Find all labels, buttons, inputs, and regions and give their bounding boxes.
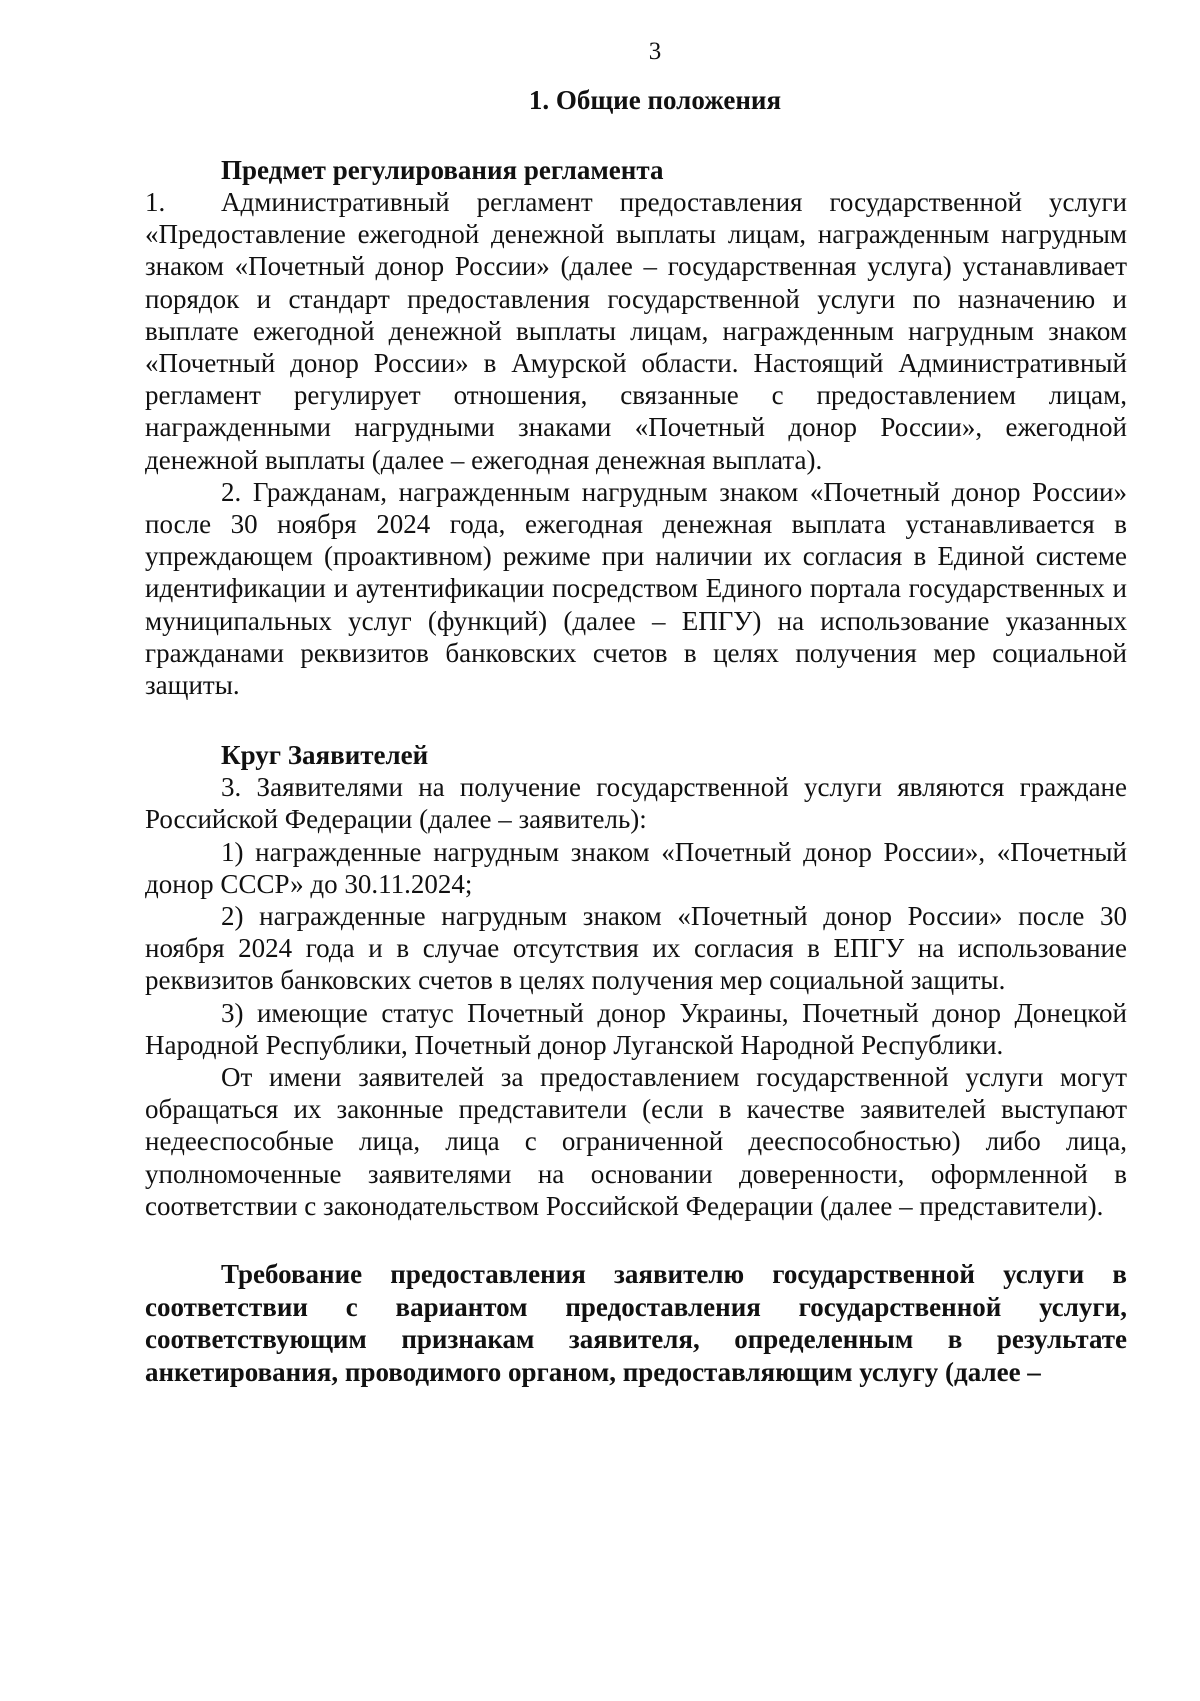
paragraph-2: 2. Гражданам, награжденным нагрудным знаком «Почетный донор России» после 30 ноября 2024 года, ежегодная денежная выплата устанавливается в упреждающем (проактивном) режиме при наличии их согласия в Единой системе идентификации и аутентификации посредством Единого портала государственных и муниципальных услуг (функций) (далее – ЕПГУ) на использование указанных гражданами реквизитов банковских счетов в целях получения мер социальной защиты. bbox=[145, 476, 1127, 701]
paragraph-3: 3. Заявителями на получение государственной услуги являются граждане Российской Федерации (далее – заявитель): bbox=[145, 772, 1127, 835]
chapter-title: 1. Общие положения bbox=[528, 85, 782, 115]
section-heading-subject: Предмет регулирования регламента bbox=[221, 155, 664, 185]
section-heading-requirement: Требование предоставления заявителю государственной услуги в соответствии с вариантом предоставления государственной услуги, соответствующим признакам заявителя, определенным в результате анкетирования, проводимого органом, предоставляющим услугу (далее – bbox=[145, 1259, 1127, 1387]
paragraph-1 bbox=[145, 186, 1127, 476]
applicant-item-2: 2) награжденные нагрудным знаком «Почетный донор России» после 30 ноября 2024 года и в случае отсутствия их согласия в ЕПГУ на использование реквизитов банковских счетов в целях получения мер социальной защиты. bbox=[145, 901, 1127, 996]
representatives-paragraph: От имени заявителей за предоставлением государственной услуги могут обращаться их законные представители (если в качестве заявителей выступают недееспособные лица, лица с ограниченной дееспособностью) либо лица, уполномоченные заявителями на основании доверенности, оформленной в соответствии с законодательством Российской Федерации (далее – представители). bbox=[145, 1062, 1127, 1221]
applicant-item-1: 1) награжденные нагрудным знаком «Почетный донор России», «Почетный донор СССР» до 30.11.2024; bbox=[145, 836, 1127, 899]
paragraph-1-number: 1. bbox=[145, 187, 166, 217]
paragraph-1-text: Административный регламент предоставления государственной услуги «Предоставление ежегодной денежной выплаты лицам, награжденным нагрудным знаком «Почетный донор России» (далее – государственная услуга) устанавливает порядок и стандарт предоставления государственной услуги по назначению и выплате ежегодной денежной выплаты лицам, награжденным нагрудным знаком «Почетный донор России» в Амурской области. Настоящий Административный регламент регулирует отношения, связанные с предоставлением лицам, награжденными нагрудными знаками «Почетный донор России», ежегодной денежной выплаты (далее – ежегодная денежная выплата). bbox=[145, 187, 1127, 475]
section-heading-applicants: Круг Заявителей bbox=[221, 740, 429, 771]
document-page bbox=[145, 36, 1127, 1388]
page-number: 3 bbox=[648, 38, 662, 65]
applicant-item-3: 3) имеющие статус Почетный донор Украины, Почетный донор Донецкой Народной Республики, Почетный донор Луганской Народной Республики. bbox=[145, 997, 1127, 1060]
